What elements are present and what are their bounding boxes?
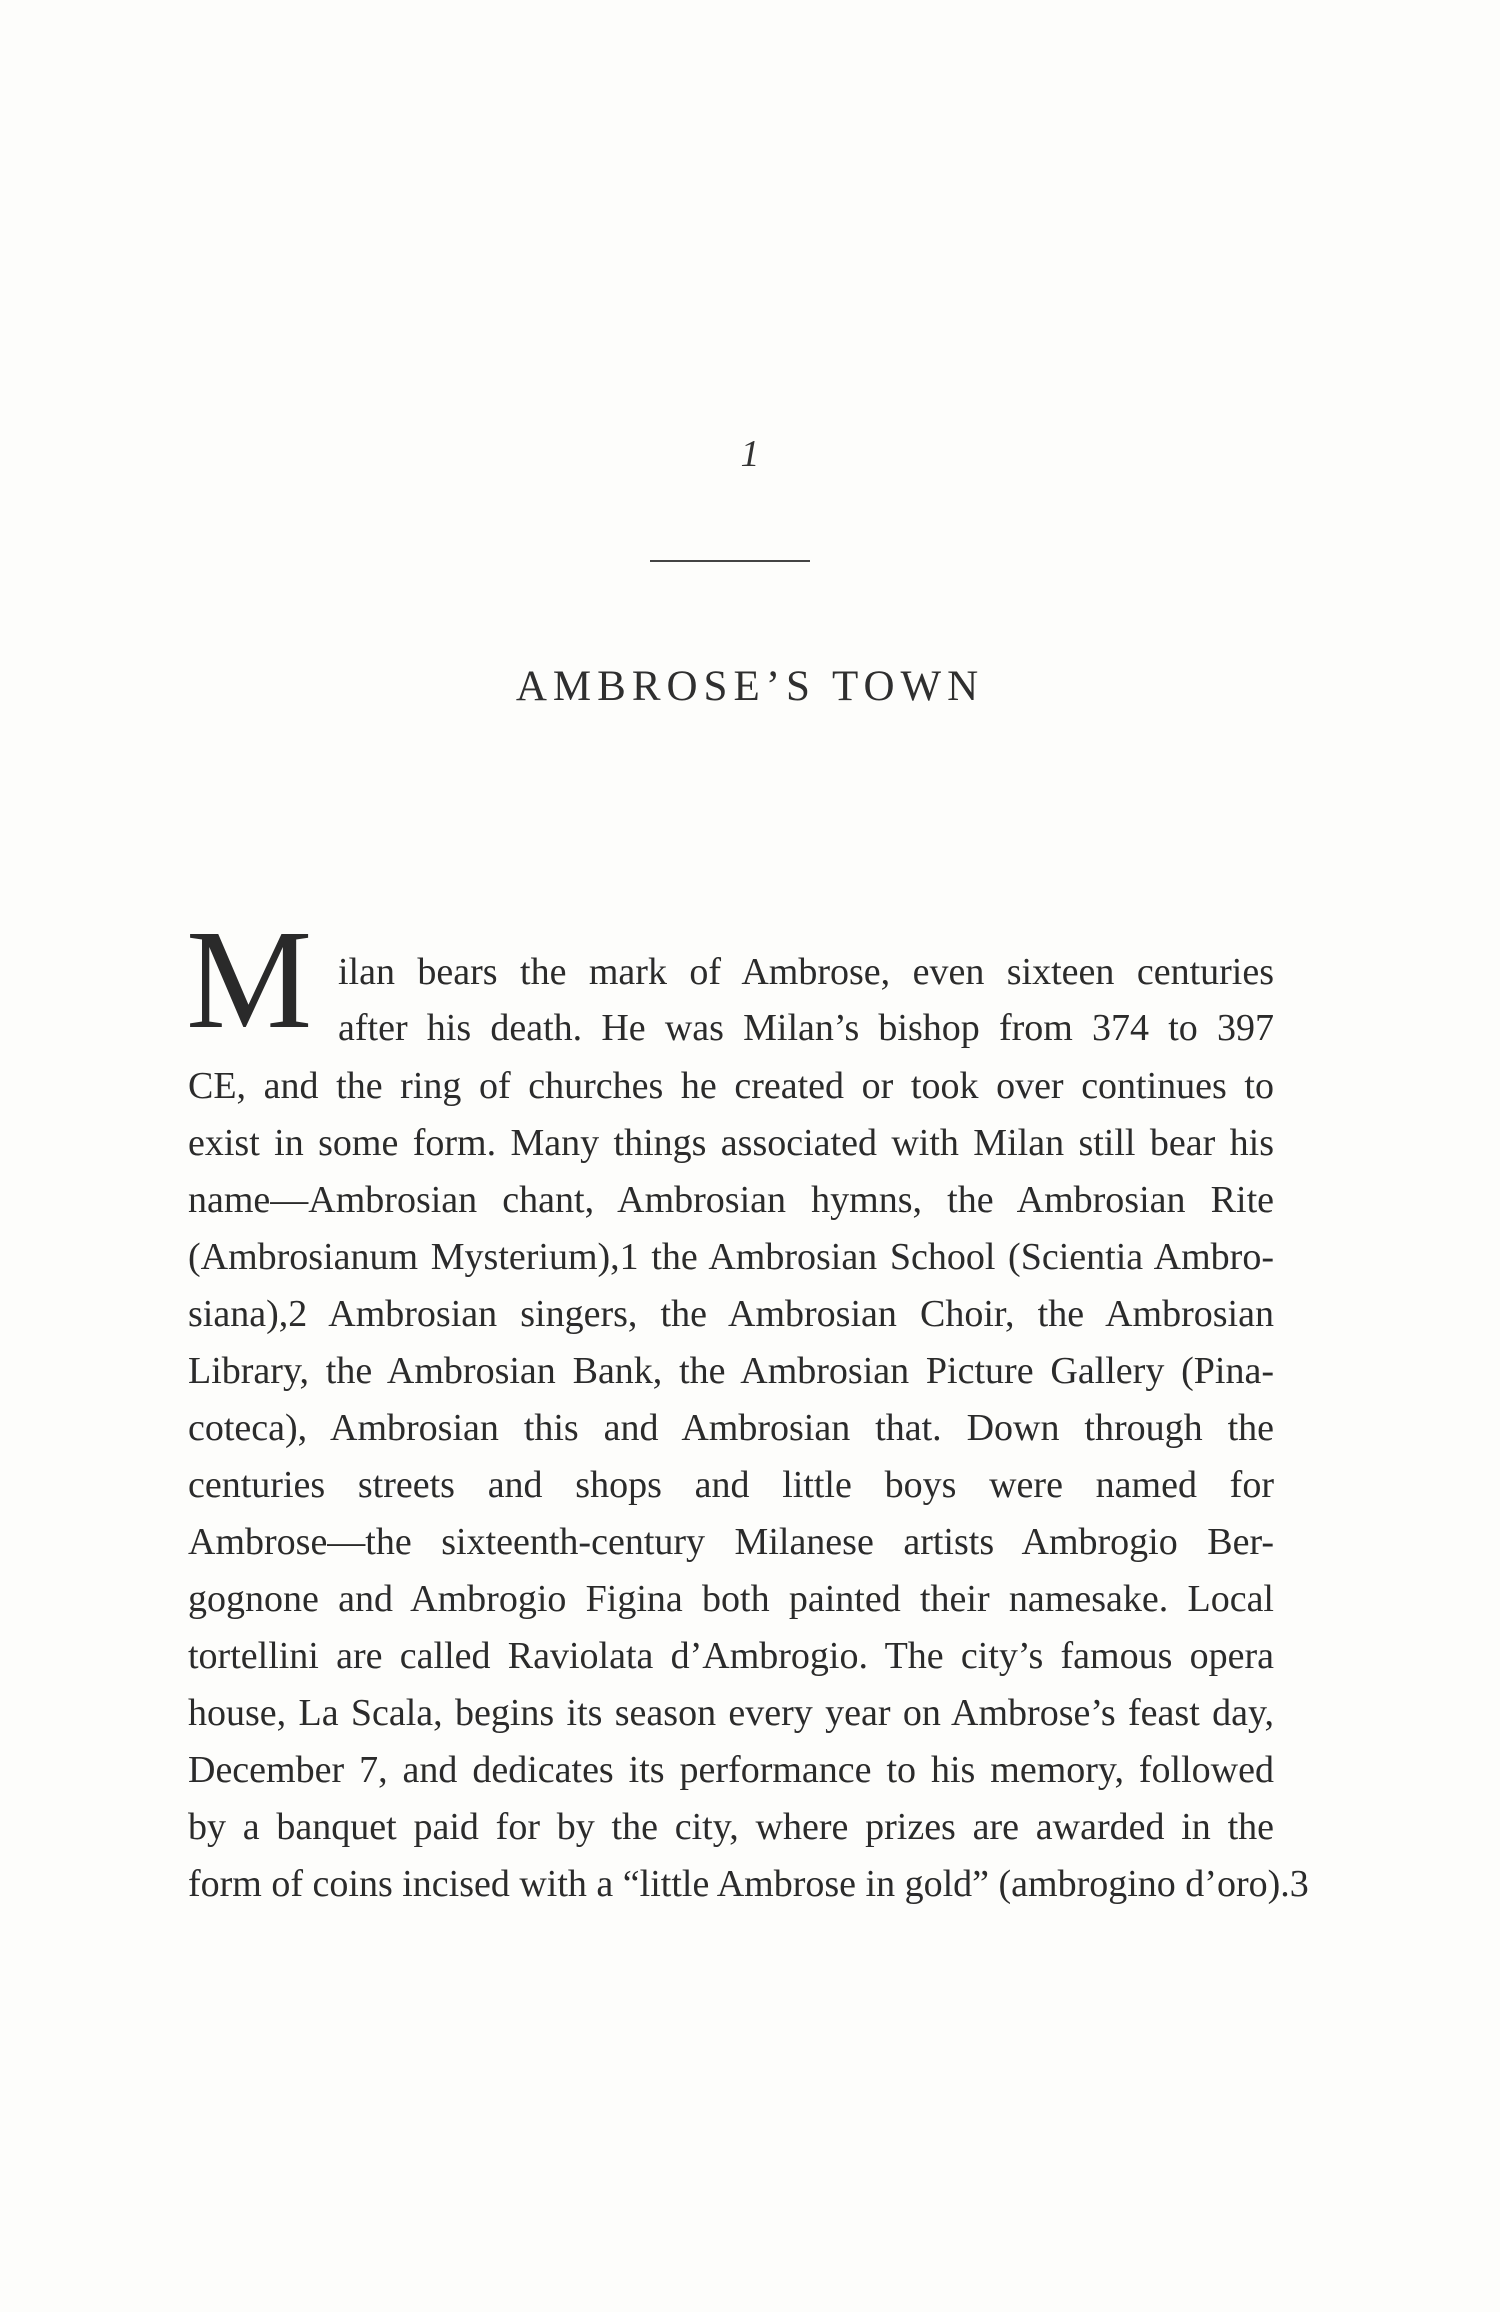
chapter-number: 1 bbox=[740, 433, 760, 475]
chapter-title: AMBROSE’S TOWN bbox=[515, 663, 985, 710]
body-text-line: after his death. He was Milan’s bishop from 374 to 397 bbox=[338, 1007, 1274, 1049]
chapter-divider-rule bbox=[650, 560, 810, 562]
body-text-line: siana),2 Ambrosian singers, the Ambrosian Choir, the Ambrosian bbox=[188, 1293, 1274, 1335]
body-text-line: December 7, and dedicates its performance to his memory, followed bbox=[188, 1749, 1274, 1791]
body-text-line: coteca), Ambrosian this and Ambrosian that. Down through the bbox=[188, 1407, 1274, 1449]
body-text-line: exist in some form. Many things associated with Milan still bear his bbox=[188, 1122, 1274, 1164]
body-text-line: by a banquet paid for by the city, where prizes are awarded in the bbox=[188, 1806, 1274, 1848]
body-text-line: tortellini are called Raviolata d’Ambrogio. The city’s famous opera bbox=[188, 1635, 1274, 1677]
body-text-line: gognone and Ambrogio Figina both painted their namesake. Local bbox=[188, 1578, 1274, 1620]
body-text-line: ilan bears the mark of Ambrose, even sixteen centuries bbox=[338, 951, 1274, 993]
body-text-line: Library, the Ambrosian Bank, the Ambrosian Picture Gallery (Pina- bbox=[188, 1350, 1274, 1392]
body-text-line: centuries streets and shops and little boys were named for bbox=[188, 1464, 1274, 1506]
body-text-line: (Ambrosianum Mysterium),1 the Ambrosian School (Scientia Ambro- bbox=[188, 1236, 1274, 1278]
body-text-line: house, La Scala, begins its season every year on Ambrose’s feast day, bbox=[188, 1692, 1274, 1734]
drop-cap: M bbox=[186, 900, 313, 1058]
body-text-line: form of coins incised with a “little Ambrose in gold” (ambrogino d’oro).3 bbox=[188, 1863, 1309, 1905]
body-text-line: CE, and the ring of churches he created or took over continues to bbox=[188, 1065, 1274, 1107]
body-text-line: Ambrose—the sixteenth-century Milanese artists Ambrogio Ber- bbox=[188, 1521, 1274, 1563]
body-text-line: name—Ambrosian chant, Ambrosian hymns, the Ambrosian Rite bbox=[188, 1179, 1274, 1221]
